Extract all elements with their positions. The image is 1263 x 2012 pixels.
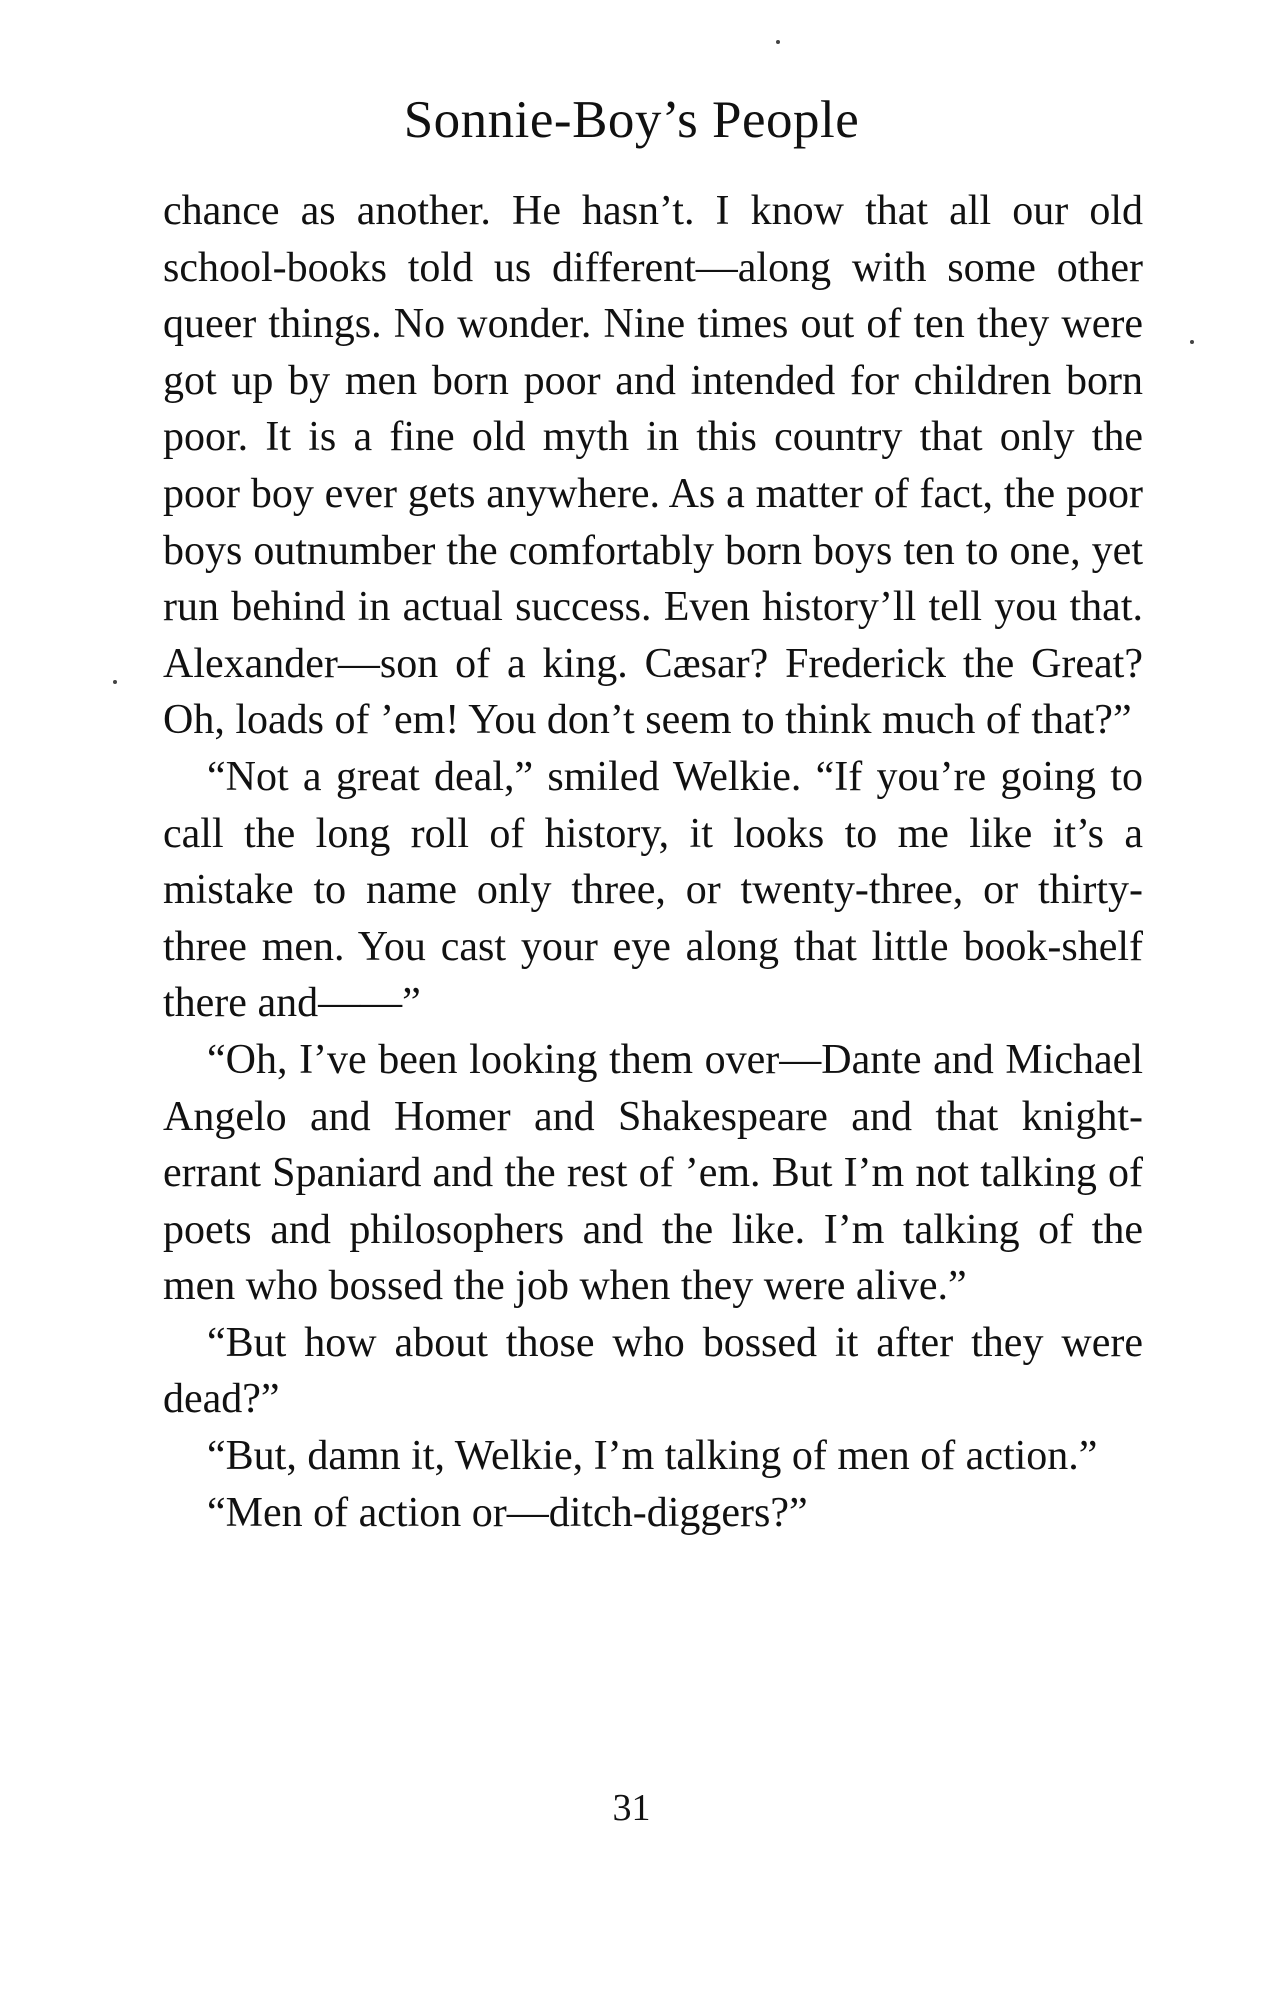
paragraph-welkie-reply: “Not a great deal,” smiled Welkie. “If you’re going to call the long roll of history, it looks to me like it’s a mistake to name only three, or twenty-three, or thirty-three men. You cast your eye along that little book-shelf there and——” (163, 753, 1143, 1027)
print-speck-left (113, 680, 117, 684)
print-speck-right (1190, 340, 1194, 344)
paragraph-continued: chance as another. He hasn’t. I know that all our old school-books told us different—along with some other queer things. No wonder. Nine times out of ten they were got up by men born poor and intended for children born poor. It is a fine old myth in this country that only the poor boy ever gets anywhere. As a matter of fact, the poor boys outnumber the comfortably born boys ten to one, yet run behind in actual success. Even history’ll tell you that. Alexander—son of a king. Cæsar? Frederick the Great? Oh, loads of ’em! You don’t seem to think much of that?” (163, 188, 1143, 744)
paragraph-ditch-diggers: “Men of action or—ditch-diggers?” (207, 1489, 808, 1536)
running-head-title: Sonnie-Boy’s People (403, 91, 860, 149)
page-number: 31 (612, 1787, 651, 1829)
paragraph-men-of-action: “But, damn it, Welkie, I’m talking of men of action.” (207, 1433, 1098, 1480)
paragraph-looking-over: “Oh, I’ve been looking them over—Dante and Michael Angelo and Homer and Shakespeare and that knight-errant Spaniard and the rest of ’em. But I’m not talking of poets and philosophers and the like. I’m talking of the men who bossed the job when they were alive.” (163, 1036, 1143, 1310)
paragraph-bossed-after: “But how about those who bossed it after they were dead?” (163, 1319, 1143, 1423)
print-speck-top (776, 40, 780, 44)
body-text (163, 183, 1143, 1541)
